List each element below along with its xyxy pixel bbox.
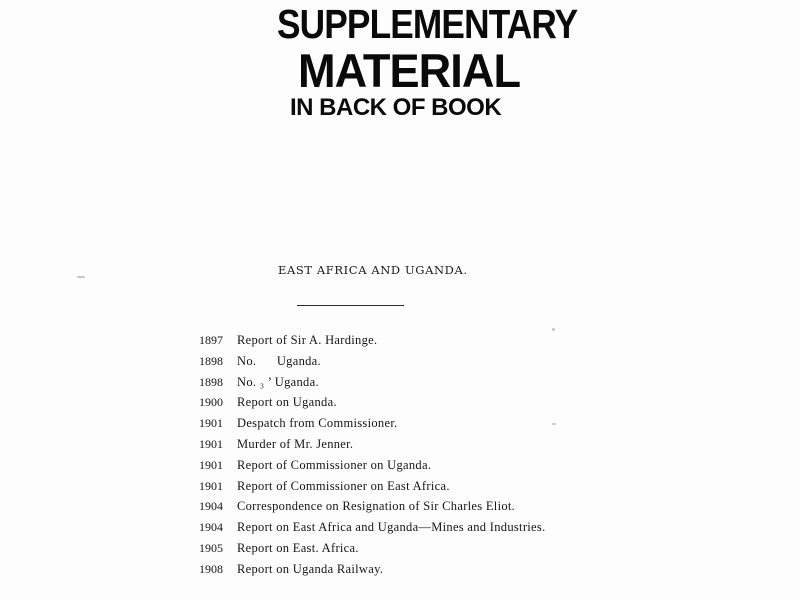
entry-text: No. Uganda. — [237, 353, 321, 368]
entry-text: Despatch from Commissioner. — [237, 416, 398, 431]
stamp-line-back-of-book: IN BACK OF BOOK — [290, 94, 502, 121]
entry-text: Report on East. Africa. — [237, 540, 359, 555]
entry-year: 1904 — [199, 499, 223, 514]
stamp-line-supplementary: SUPPLEMENTARY — [277, 1, 578, 47]
entry-text: No. ₃ ’ Uganda. — [237, 374, 319, 389]
entry-year: 1897 — [199, 333, 223, 347]
entry-year: 1908 — [199, 561, 223, 576]
entry-text: Report of Commissioner on East Africa. — [237, 478, 450, 493]
title-divider — [297, 305, 404, 306]
entry-year: 1901 — [199, 457, 223, 472]
entry-year: 1901 — [199, 436, 223, 451]
entry-text: Report of Commissioner on Uganda. — [237, 457, 432, 472]
document-title: EAST AFRICA AND UGANDA. — [278, 263, 468, 277]
scan-speck — [552, 328, 555, 331]
entry-year: 1904 — [199, 520, 223, 535]
entry-text: Report on East Africa and Uganda—Mines and Industries. — [237, 520, 546, 535]
entry-year: 1901 — [199, 478, 223, 493]
entry-text: Murder of Mr. Jenner. — [237, 436, 354, 451]
entry-text: Correspondence on Resignation of Sir Charles Eliot. — [237, 499, 516, 514]
scan-speck — [552, 423, 556, 425]
entry-text: Report on Uganda Railway. — [237, 561, 384, 576]
scan-speck — [77, 276, 85, 278]
entry-year: 1905 — [199, 540, 223, 555]
entry-year: 1900 — [199, 395, 223, 410]
entry-text: Report of Sir A. Hardinge. — [237, 333, 378, 347]
entry-year: 1898 — [199, 374, 223, 389]
entry-year: 1901 — [199, 416, 223, 431]
stamp-line-material: MATERIAL — [298, 44, 521, 97]
entry-text: Report on Uganda. — [237, 395, 337, 410]
entry-year: 1898 — [199, 353, 223, 368]
